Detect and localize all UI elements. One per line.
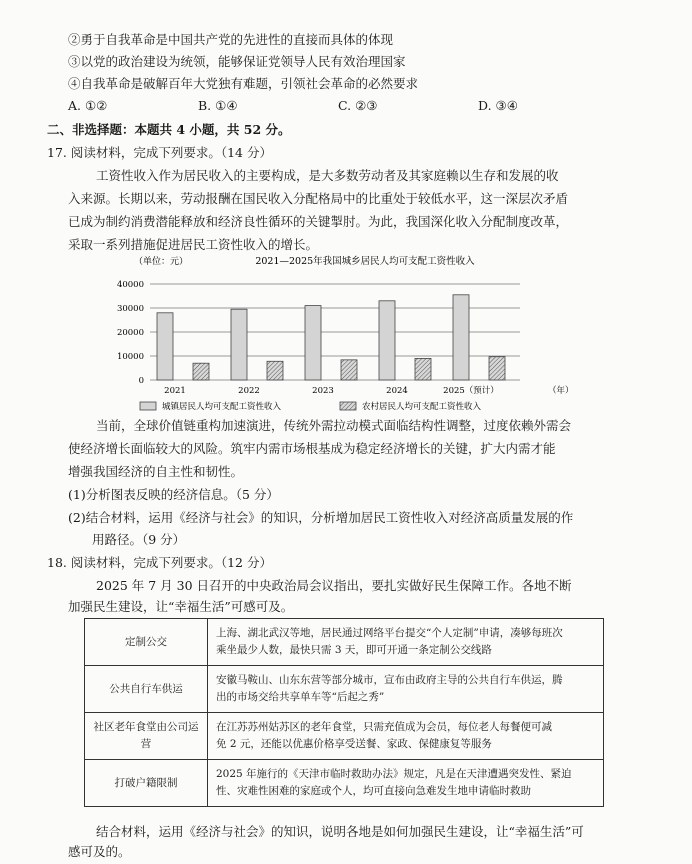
- bar-rural: [489, 357, 505, 380]
- q17-para2-line: 当前，全球价值链重构加速演进，传统外需拉动模式面临结构性调整，过度依赖外需会: [96, 418, 572, 433]
- chart-y-ticks: [117, 280, 144, 386]
- row-key: 定制公交: [85, 619, 208, 666]
- y-tick-label: 20000: [116, 328, 144, 338]
- bar-rural: [267, 361, 283, 380]
- bar-rural: [415, 358, 431, 380]
- q17-para1-line: 工资性收入作为居民收入的主要构成，是大多数劳动者及其家庭赖以生存和发展的收: [96, 168, 559, 183]
- q18-prompt-line1: 结合材料，运用《经济与社会》的知识，说明各地是如何加强民生建设，让“幸福生活”可: [96, 824, 584, 839]
- q18-intro-line1: 2025 年 7 月 30 日召开的中央政治局会议指出，要扎实做好民生保障工作。各地不断: [96, 578, 572, 593]
- choice-b: B. ①④: [198, 98, 238, 113]
- chart-bars: [157, 295, 505, 380]
- row-content: 2025 年施行的《天津市临时救助办法》规定，凡是在天津遭遇突发性、紧迫 性、灾难性困难的家庭或个人，均可直接向急难发生地申请临时救助: [208, 760, 604, 807]
- q17-sub1: (1)分析图表反映的经济信息。（5 分）: [68, 487, 279, 502]
- answer-choices: [68, 97, 518, 115]
- x-tick-label: 2024: [386, 386, 408, 396]
- q17-title: 17. 阅读材料，完成下列要求。（14 分）: [47, 145, 272, 160]
- q18-prompt-line2: 感可及的。: [68, 844, 131, 859]
- q18-intro-line2: 加强民生建设，让“幸福生活”可感可及。: [68, 599, 294, 614]
- bar-urban: [157, 313, 173, 380]
- chart-x-ticks: [164, 385, 499, 396]
- bar-urban: [453, 295, 469, 380]
- chart-legend: [140, 401, 482, 412]
- q17-para2-line: 增强我国经济的自主性和韧性。: [68, 464, 244, 479]
- legend-label-rural: 农村居民人均可支配工资性收入: [362, 402, 482, 412]
- table-row: [85, 713, 604, 760]
- option-item-4: ④自我革命是破解百年大党独有难题，引领社会革命的必然要求: [68, 76, 419, 91]
- chart-title: 2021—2025年我国城乡居民人均可支配工资性收入: [255, 256, 475, 267]
- chart-x-unit: （年）: [548, 386, 574, 396]
- q18-title: 18. 阅读材料，完成下列要求。（12 分）: [47, 555, 272, 570]
- q17-sub2-line2: 用路径。（9 分）: [92, 532, 186, 547]
- y-tick-label: 0: [138, 376, 144, 386]
- choice-c: C. ②③: [338, 98, 378, 113]
- legend-label-urban: 城镇居民人均可支配工资性收入: [162, 402, 282, 412]
- choice-a: A. ①②: [68, 98, 108, 113]
- legend-swatch-rural: [340, 402, 356, 410]
- row-key: 打破户籍限制: [85, 760, 208, 807]
- row-key: 社区老年食堂由公司运营: [85, 713, 208, 760]
- q17-para1-line: 入来源。长期以来，劳动报酬在国民收入分配格局中的比重处于较低水平，这一深层次矛盾: [68, 191, 569, 206]
- x-tick-label: 2023: [312, 386, 334, 396]
- legend-swatch-urban: [140, 402, 156, 410]
- option-item-2: ②勇于自我革命是中国共产党的先进性的直接而具体的体现: [68, 32, 394, 47]
- row-content: 安徽马鞍山、山东东营等部分城市，宣布由政府主导的公共自行车供运，腾 出的市场交给共享单车等“后起之秀”: [208, 666, 604, 713]
- bar-rural: [193, 363, 209, 380]
- bar-urban: [379, 301, 395, 380]
- income-bar-chart: [110, 250, 574, 420]
- chart-unit-label: （单位：元）: [134, 257, 189, 267]
- q17-para1-line: 采取一系列措施促进居民工资性收入的增长。: [68, 237, 319, 252]
- row-key: 公共自行车供运: [85, 666, 208, 713]
- x-tick-label: 2022: [238, 386, 260, 396]
- table-row: [85, 619, 604, 666]
- section-heading: 二、非选择题：本题共 4 小题，共 52 分。: [47, 122, 291, 137]
- bar-urban: [231, 309, 247, 380]
- option-item-3: ③以党的政治建设为统领，能够保证党领导人民有效治理国家: [68, 54, 406, 69]
- table-row: [85, 760, 604, 807]
- row-content: 上海、湖北武汉等地，居民通过网络平台提交“个人定制”申请，凑够每班次 乘坐最少人数，最快只需 3 天，即可开通一条定制公交线路: [208, 619, 604, 666]
- q17-para1-line: 已成为制约消费潜能释放和经济良性循环的关键掣肘。为此，我国深化收入分配制度改革，: [68, 214, 569, 229]
- bar-urban: [305, 306, 321, 380]
- row-content: 在江苏苏州姑苏区的老年食堂，只需充值成为会员，每位老人每餐便可减 免 2 元，还能以优惠价格享受送餐、家政、保健康复等服务: [208, 713, 604, 760]
- x-tick-label: 2025（预计）: [443, 386, 499, 396]
- q17-sub2-line1: (2)结合材料，运用《经济与社会》的知识，分析增加居民工资性收入对经济高质量发展的作: [68, 510, 574, 525]
- choice-d: D. ③④: [478, 98, 518, 113]
- y-tick-label: 40000: [116, 280, 144, 290]
- q17-para2-line: 使经济增长面临较大的风险。筑牢内需市场根基成为稳定经济增长的关键，扩大内需才能: [68, 441, 556, 456]
- table-row: [85, 666, 604, 713]
- bar-rural: [341, 360, 357, 380]
- x-tick-label: 2021: [164, 386, 186, 396]
- y-tick-label: 30000: [116, 304, 144, 314]
- livelihood-table: [84, 618, 604, 807]
- y-tick-label: 10000: [116, 352, 144, 362]
